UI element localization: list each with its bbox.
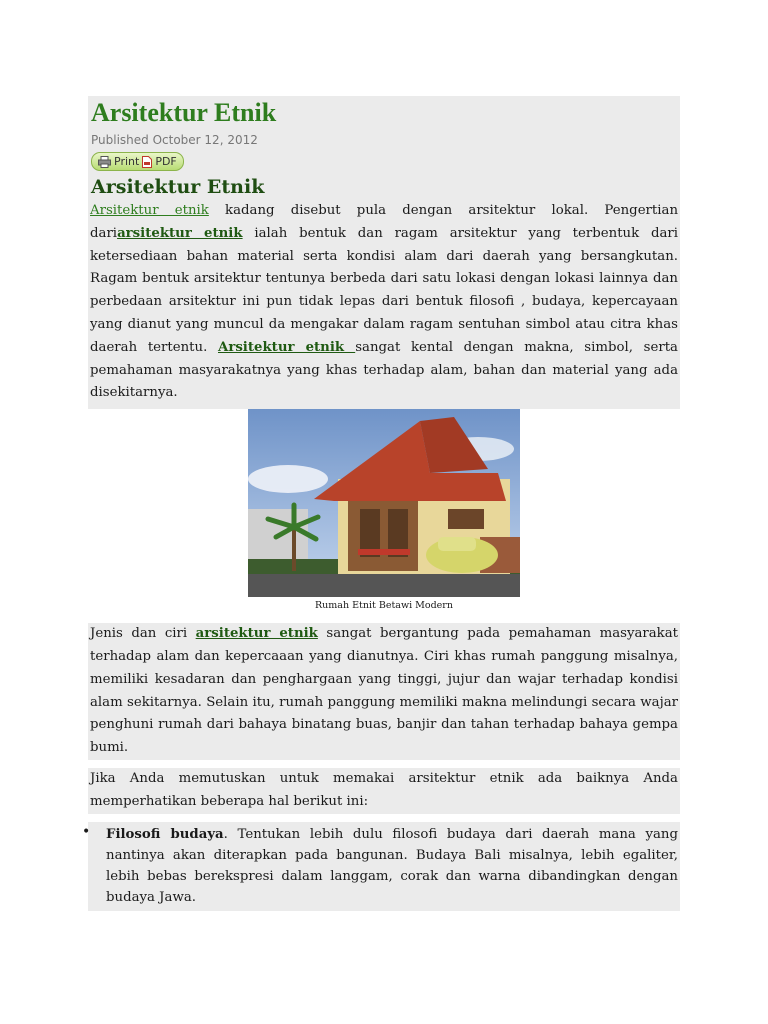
paragraph-text: ialah bentuk dan ragam arsitektur yang terbentuk dari ketersediaan bahan material serta kondisi alam dari daerah yang bersangkutan. Ragam bentuk arsitektur tentunya berbeda dari satu lokasi dengan lokasi lainnya dan perbedaan arsitektur ini pun tidak lepas dari bentuk filosofi , budaya, kepercayaan yang dianut yang muncul da mengakar dalam ragam sentuhan simbol atau citra khas daerah tertentu. bbox=[90, 225, 678, 355]
spacer bbox=[88, 615, 680, 623]
link-arsitektur-etnik-4[interactable]: arsitektur etnik bbox=[195, 626, 318, 642]
published-date: Published October 12, 2012 bbox=[91, 133, 258, 147]
paragraph-text: sangat bergantung pada pemahaman masyarakat terhadap alam dan kepercaaan yang dianutnya. Ciri khas rumah panggung misalnya, memiliki kesadaran dan penghargaan yang tinggi, jujur dan wajar terhadap kondisi alam sekitarnya. Selain itu, rumah panggung memiliki makna melindungi secara wajar penghuni rumah dari bahaya binatang buas, banjir dan tahan terhadap bahaya gempa bumi. bbox=[90, 626, 678, 756]
print-label: Print bbox=[114, 155, 140, 168]
list-item-text: . Tentukan lebih dulu filosofi budaya dari daerah mana yang nantinya akan diterapkan pada bangunan. Budaya Bali misalnya, lebih egaliter, lebih bebas berekspresi dalam langgam, corak dan warna dibandingkan dengan budaya Jawa. bbox=[106, 826, 678, 905]
list-item bbox=[82, 822, 680, 911]
article-title: Arsitektur Etnik bbox=[91, 98, 277, 127]
paragraph-jika-anda: Jika Anda memutuskan untuk memakai arsitektur etnik ada baiknya Anda memperhatikan beberapa hal berikut ini: bbox=[88, 768, 680, 814]
paragraph-text: kadang disebut pula dengan arsitektur lokal. Pengertian dari bbox=[90, 203, 679, 241]
figure-caption: Rumah Etnit Betawi Modern bbox=[315, 600, 453, 612]
house-photo bbox=[248, 409, 520, 597]
paragraph-jenis-ciri bbox=[88, 623, 680, 760]
list-item-term: Filosofi budaya bbox=[106, 826, 224, 842]
paragraph-text: sangat kental dengan makna, simbol, serta pemahaman masyarakatnya yang khas terhadap alam, bahan dan material yang ada disekitarnya. bbox=[90, 339, 678, 401]
article-header bbox=[88, 96, 680, 409]
spacer bbox=[88, 760, 680, 768]
pdf-label: PDF bbox=[155, 155, 177, 168]
section-heading: Arsitektur Etnik bbox=[91, 176, 265, 198]
link-arsitektur-etnik-2[interactable]: arsitektur etnik bbox=[117, 225, 243, 241]
pdf-icon bbox=[142, 156, 152, 168]
link-arsitektur-etnik-1[interactable]: Arsitektur etnik bbox=[90, 203, 209, 218]
print-pdf-button[interactable] bbox=[91, 152, 184, 171]
print-toolbar bbox=[88, 150, 680, 174]
paragraph-text: Jenis dan ciri bbox=[90, 626, 196, 642]
printer-icon bbox=[98, 156, 111, 168]
link-arsitektur-etnik-3[interactable]: Arsitektur etnik bbox=[218, 339, 356, 355]
bullet-marker: • bbox=[82, 823, 91, 840]
figure bbox=[88, 409, 680, 615]
spacer bbox=[88, 814, 680, 822]
document-page bbox=[82, 96, 680, 911]
intro-paragraph bbox=[88, 200, 680, 405]
